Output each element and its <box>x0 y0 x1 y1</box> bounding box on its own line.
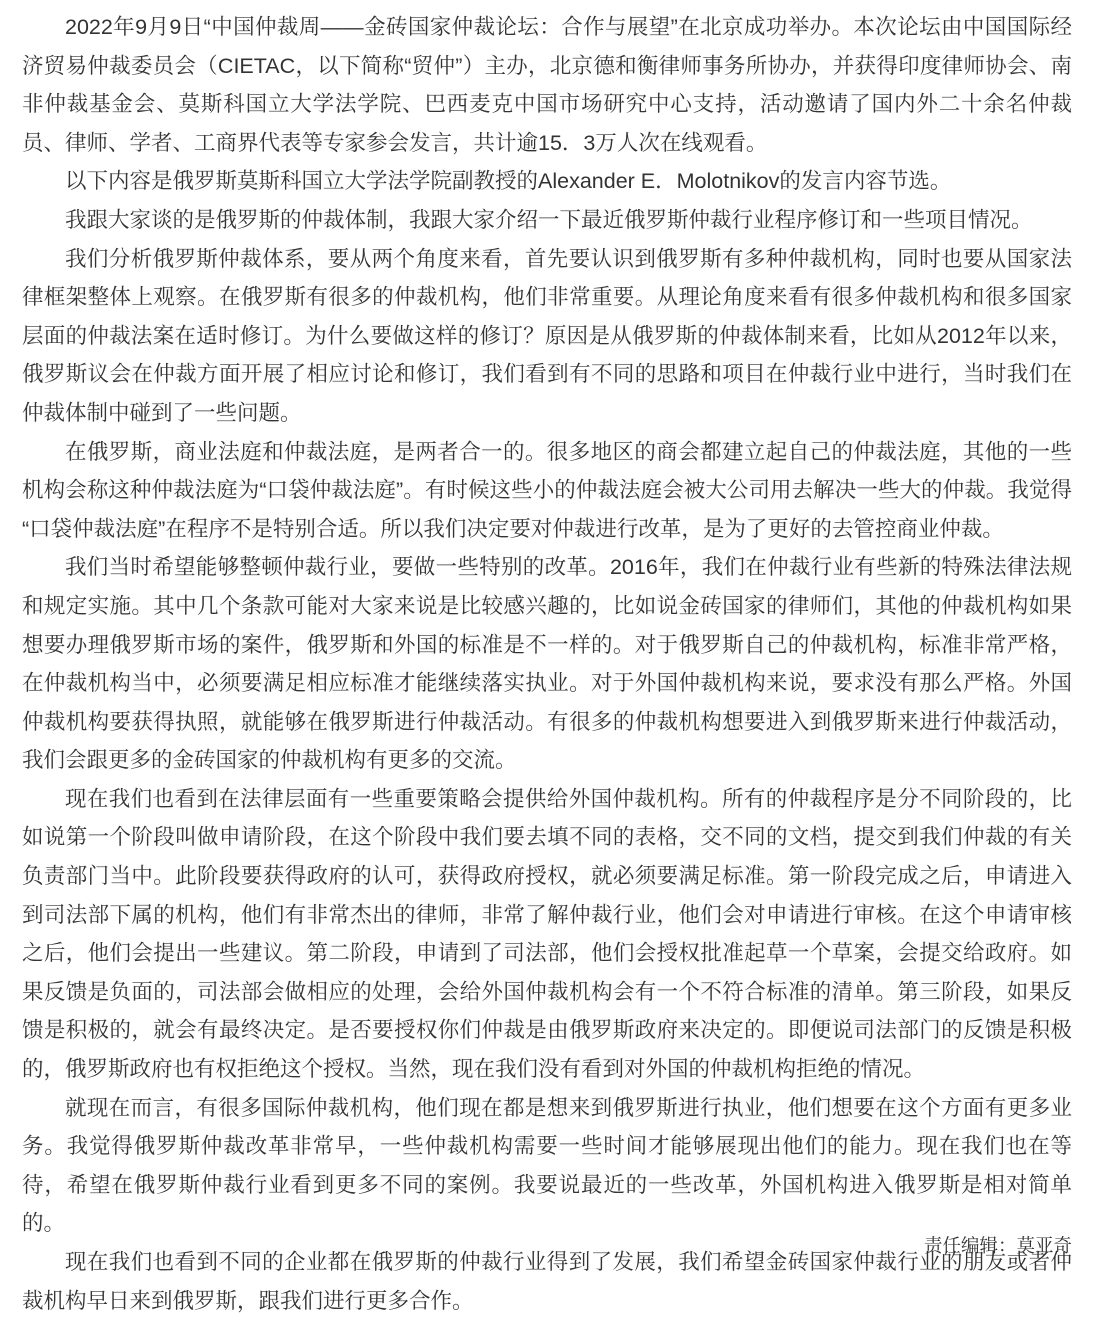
article-paragraph: 我们分析俄罗斯仲裁体系，要从两个角度来看，首先要认识到俄罗斯有多种仲裁机构，同时也要从国家法律框架整体上观察。在俄罗斯有很多的仲裁机构，他们非常重要。从理论角度来看有很多仲裁机构和很多国家层面的仲裁法案在适时修订。为什么要做这样的修订？原因是从俄罗斯的仲裁体制来看，比如从2012年以来，俄罗斯议会在仲裁方面开展了相应讨论和修订，我们看到有不同的思路和项目在仲裁行业中进行，当时我们在仲裁体制中碰到了一些问题。 <box>22 246 1072 425</box>
article-body <box>22 8 1072 1320</box>
article-paragraph: 我们当时希望能够整顿仲裁行业，要做一些特别的改革。2016年，我们在仲裁行业有些新的特殊法律法规和规定实施。其中几个条款可能对大家来说是比较感兴趣的，比如说金砖国家的律师们，其他的仲裁机构如果想要办理俄罗斯市场的案件，俄罗斯和外国的标准是不一样的。对于俄罗斯自己的仲裁机构，标准非常严格，在仲裁机构当中，必须要满足相应标准才能继续落实执业。对于外国仲裁机构来说，要求没有那么严格。外国仲裁机构要获得执照，就能够在俄罗斯进行仲裁活动。有很多的仲裁机构想要进入到俄罗斯来进行仲裁活动，我们会跟更多的金砖国家的仲裁机构有更多的交流。 <box>22 555 1072 773</box>
editor-credit: 责任编辑：莫亚奇 <box>923 1235 1072 1256</box>
article-paragraph: 现在我们也看到在法律层面有一些重要策略会提供给外国仲裁机构。所有的仲裁程序是分不同阶段的，比如说第一个阶段叫做申请阶段，在这个阶段中我们要去填不同的表格，交不同的文档，提交到我们仲裁的有关负责部门当中。此阶段要获得政府的认可，获得政府授权，就必须要满足标准。第一阶段完成之后，申请进入到司法部下属的机构，他们有非常杰出的律师，非常了解仲裁行业，他们会对申请进行审核。在这个申请审核之后，他们会提出一些建议。第二阶段，申请到了司法部，他们会授权批准起草一个草案，会提交给政府。如果反馈是负面的，司法部会做相应的处理，会给外国仲裁机构会有一个不符合标准的清单。第三阶段，如果反馈是积极的，就会有最终决定。是否要授权你们仲裁是由俄罗斯政府来决定的。即便说司法部门的反馈是积极的，俄罗斯政府也有权拒绝这个授权。当然，现在我们没有看到对外国的仲裁机构拒绝的情况。 <box>22 786 1072 1082</box>
article-paragraph: 2022年9月9日“中国仲裁周——金砖国家仲裁论坛：合作与展望”在北京成功举办。本次论坛由中国国际经济贸易仲裁委员会（CIETAC，以下简称“贸仲”）主办，北京德和衡律师事务所协办，并获得印度律师协会、南非仲裁基金会、莫斯科国立大学法学院、巴西麦克中国市场研究中心支持，活动邀请了国内外二十余名仲裁员、律师、学者、工商界代表等专家参会发言，共计逾15．3万人次在线观看。 <box>22 15 1072 155</box>
article-paragraph: 现在我们也看到不同的企业都在俄罗斯的仲裁行业得到了发展，我们希望金砖国家仲裁行业的朋友或者仲裁机构早日来到俄罗斯，跟我们进行更多合作。 <box>22 1250 1072 1313</box>
article-paragraph: 以下内容是俄罗斯莫斯科国立大学法学院副教授的Alexander E．Molotnikov的发言内容节选。 <box>65 169 952 194</box>
article-paragraph: 就现在而言，有很多国际仲裁机构，他们现在都是想来到俄罗斯进行执业，他们想要在这个方面有更多业务。我觉得俄罗斯仲裁改革非常早，一些仲裁机构需要一些时间才能够展现出他们的能力。现在我们也在等待，希望在俄罗斯仲裁行业看到更多不同的案例。我要说最近的一些改革，外国机构进入俄罗斯是相对简单的。 <box>22 1095 1072 1236</box>
article-paragraph: 在俄罗斯，商业法庭和仲裁法庭，是两者合一的。很多地区的商会都建立起自己的仲裁法庭，其他的一些机构会称这种仲裁法庭为“口袋仲裁法庭”。有时候这些小的仲裁法庭会被大公司用去解决一些大的仲裁。我觉得“口袋仲裁法庭”在程序不是特别合适。所以我们决定要对仲裁进行改革，是为了更好的去管控商业仲裁。 <box>22 439 1072 541</box>
article-paragraph: 我跟大家谈的是俄罗斯的仲裁体制，我跟大家介绍一下最近俄罗斯仲裁行业程序修订和一些项目情况。 <box>65 207 1033 232</box>
